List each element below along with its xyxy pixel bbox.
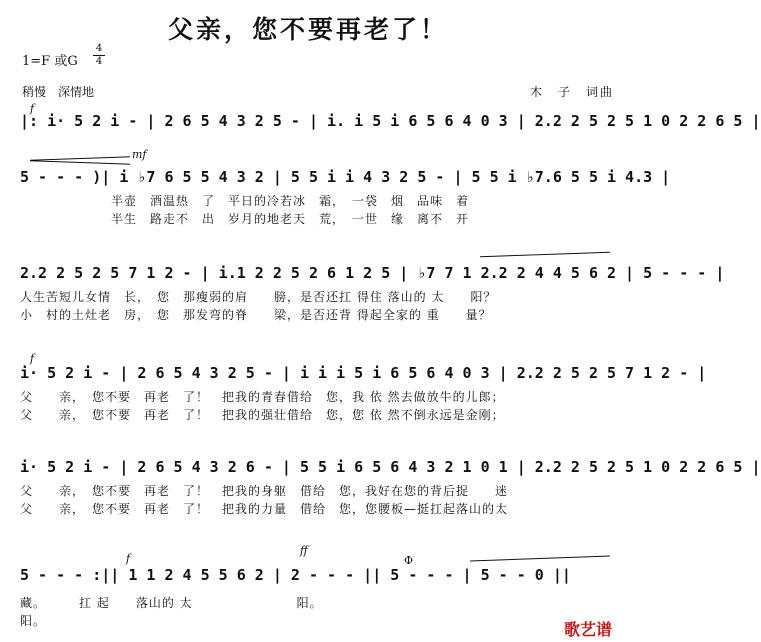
time-signature [93, 44, 105, 67]
lyric-verse-1: 父 亲， 您不要 再老 了！ 把我的身躯 借给 您，我好在您的背后捉 迷 [20, 484, 509, 498]
notes-line: 2.2 2 5 2 5 7 1 2 - | i.1 2 2 5 2 6 1 2 5 | ♭7 7 1 2.2 2 4 4 5 6 2 | 5 - - - | [20, 264, 725, 282]
song-title: 父亲，您不要再老了！ [167, 15, 448, 44]
lyric-verse-1: 半壶 酒温热 了 平日的冷若冰 霜， 一袋 烟 品味 着 [20, 194, 470, 208]
dynamic-f: f [30, 352, 35, 365]
notes-line: i· 5 2 i - | 2 6 5 4 3 2 5 - | i i i 5 i 6 5 6 4 0 3 | 2.2 2 5 2 5 7 1 2 - | [20, 364, 707, 382]
watermark-logo: 歌艺谱 [563, 620, 612, 639]
lyric-verse-2: 父 亲， 您不要 再老 了！ 把我的力量 借给 您，您腰板—挺扛起落山的太 [20, 502, 509, 516]
notes-line: 5 - - - :|| 1 1 2 4 5 5 6 2 | 2 - - - || 5 - - - | 5 - - 0 || [20, 566, 571, 584]
tempo-marking: 稍慢 深情地 [22, 85, 95, 99]
lyric-verse-2: 父 亲， 您不要 再老 了！ 把我的强壮借给 您，您 依 然不倒永远是金刚； [20, 408, 505, 422]
decrescendo-line [30, 160, 130, 164]
dynamic-f: f [126, 552, 131, 565]
time-bottom: 4 [95, 56, 103, 67]
lyric-verse-2: 半生 路走不 出 岁月的地老天 荒， 一世 缘 离不 开 [20, 212, 470, 226]
dynamic-mf: mf [132, 148, 147, 161]
notes-line: i· 5 2 i - | 2 6 5 4 3 2 6 - | 5 5 i 6 5 6 4 3 2 1 0 1 | 2.2 2 5 2 5 1 0 2 2 6 5 | [20, 458, 761, 476]
credit-line: 木 子 词曲 [530, 85, 615, 99]
dynamic-f: f [30, 102, 35, 115]
decrescendo-line [480, 252, 610, 258]
lyric-verse-1: 藏。 扛 起 落山的 太 阳。 [20, 596, 323, 610]
coda-sign: Φ [404, 554, 414, 567]
lyric-verse-2: 阳。 [20, 614, 47, 628]
lyric-verse-2: 小 村的土灶老 房， 您 那发弯的脊 梁，是否还背 得起全家的 重 量？ [20, 308, 492, 322]
notes-line: |: i· 5 2 i - | 2 6 5 4 3 2 5 - | i. i 5 i 6 5 6 4 0 3 | 2.2 2 5 2 5 1 0 2 2 6 5 | [20, 112, 761, 130]
lyric-verse-1: 父 亲， 您不要 再老 了！ 把我的青春借给 您，我 依 然去做放牛的儿郎； [20, 390, 505, 404]
key-signature: 1=F 或G [22, 54, 78, 69]
notes-line: 5 - - - )| i ♭7 6 5 5 4 3 2 | 5 5 i i 4 3 2 5 - | 5 5 i ♭7.6 5 5 i 4.3 | [20, 168, 671, 186]
time-top: 4 [95, 43, 103, 54]
lyric-verse-1: 人生苦短儿女情 长， 您 那瘦弱的肩 膀，是否还扛 得住 落山的 太 阳？ [20, 290, 497, 304]
dynamic-ff: ff [300, 544, 308, 557]
decrescendo-line [470, 556, 610, 562]
